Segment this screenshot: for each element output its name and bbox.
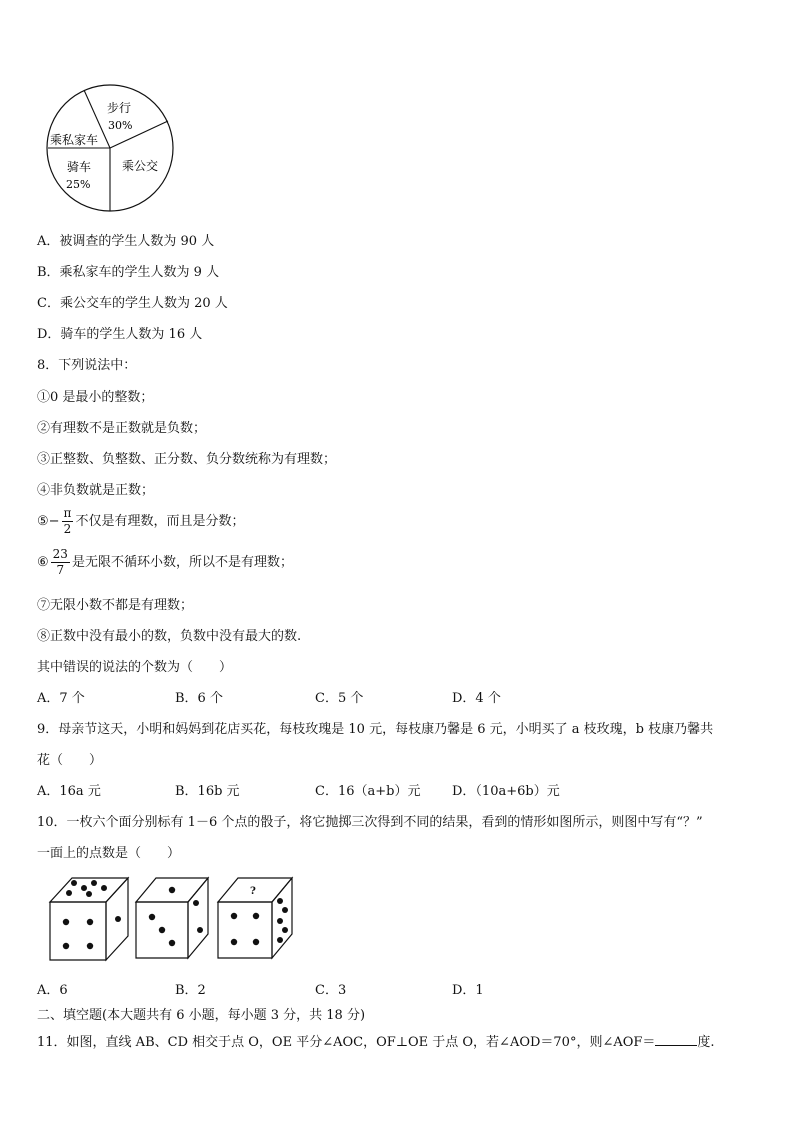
pip [277, 937, 283, 943]
q8-item-5 [37, 506, 244, 537]
die-2-side-face [188, 878, 208, 958]
q10-option-c: C．3 [315, 983, 347, 998]
q9-option-a: A．16a 元 [37, 784, 101, 799]
q10-option-b: B．2 [175, 983, 206, 998]
pip [231, 939, 237, 945]
pie-chart-figure [40, 84, 180, 216]
q10-stem-line-2: 一面上的点数是（ ） [37, 846, 181, 861]
q8-item-8: ⑧正数中没有最小的数，负数中没有最大的数. [37, 629, 302, 644]
pip [282, 927, 288, 933]
q8-item-6 [37, 547, 293, 578]
pip [231, 913, 237, 919]
pip [169, 887, 175, 893]
die-1-front-face [50, 902, 106, 960]
die-1-pips [63, 880, 121, 949]
fraction-denominator: 2 [63, 522, 72, 536]
q9-stem-line-2: 花（ ） [37, 753, 103, 768]
q11-stem [37, 1031, 715, 1050]
q8-item-5-prefix: ⑤− [37, 514, 60, 529]
fraction-numerator: π [63, 506, 72, 520]
pip [63, 943, 69, 949]
q7-option-c: C．乘公交车的学生人数为 20 人 [37, 296, 228, 311]
dice-figure [44, 872, 310, 968]
die-3-question-mark: ? [250, 886, 256, 897]
pip [115, 916, 121, 922]
pip [253, 913, 259, 919]
q8-stem: 8．下列说法中： [37, 358, 137, 373]
pie-pct-walk: 30% [108, 119, 133, 132]
q8-option-b: B．6 个 [175, 691, 223, 706]
pip [149, 914, 155, 920]
pie-pct-bike: 25% [66, 178, 91, 191]
pip [253, 939, 259, 945]
q11-text: 11．如图，直线 AB、CD 相交于点 O，OE 平分∠AOC，OF⊥OE 于点 O，若∠AOD＝70°，则∠AOF＝ [37, 1035, 656, 1050]
pip [101, 885, 107, 891]
q8-item-6-text: 是无限不循环小数，所以不是有理数； [71, 555, 293, 570]
q10-stem-line-1: 10．一枚六个面分别标有 1－6 个点的骰子，将它抛掷三次得到不同的结果，看到的情形如图所示，则图中写有“？” [37, 815, 703, 830]
pip [63, 919, 69, 925]
q8-item-5-text: 不仅是有理数，而且是分数； [75, 514, 245, 529]
pip [277, 898, 283, 904]
pie-label-walk: 步行 [107, 101, 132, 115]
die-3-front-face [218, 902, 272, 958]
q8-option-c: C．5 个 [315, 691, 364, 706]
pip [86, 891, 92, 897]
pip [87, 943, 93, 949]
fraction-denominator: 7 [56, 563, 65, 577]
pip [197, 927, 203, 933]
pie-label-bike: 骑车 [67, 160, 92, 174]
q8-item-2: ②有理数不是正数就是负数； [37, 421, 207, 436]
q8-item-7: ⑦无限小数不都是有理数； [37, 598, 194, 613]
q7-option-a: A．被调查的学生人数为 90 人 [37, 234, 215, 249]
pip [193, 900, 199, 906]
pip [159, 927, 165, 933]
pip [66, 890, 72, 896]
pip [91, 880, 97, 886]
q8-item-6-prefix: ⑥ [37, 555, 49, 570]
pip [282, 907, 288, 913]
section-heading-fill-in: 二、填空题(本大题共有 6 小题，每小题 3 分，共 18 分) [37, 1008, 366, 1023]
q7-option-d: D．骑车的学生人数为 16 人 [37, 327, 203, 342]
pie-label-bus: 乘公交 [122, 159, 159, 173]
pie-label-car: 乘私家车 [50, 133, 99, 147]
pip [87, 919, 93, 925]
q11-answer-blank [655, 1033, 697, 1046]
die-3-side-face [272, 878, 292, 958]
q9-option-c: C．16（a+b）元 [315, 784, 421, 799]
pip [277, 918, 283, 924]
q8-item-6-fraction [51, 547, 70, 578]
q8-option-d: D．4 个 [452, 691, 501, 706]
q9-option-d: D．（10a+6b）元 [452, 784, 560, 799]
q9-stem-line-1: 9．母亲节这天，小明和妈妈到花店买花，每枝玫瑰是 10 元，每枝康乃馨是 6 元，小明买了 a 枝玫瑰，b 枝康乃馨共 [37, 722, 714, 737]
fraction-numerator: 23 [52, 547, 68, 561]
q8-item-5-fraction [62, 506, 74, 537]
q8-question: 其中错误的说法的个数为（ ） [37, 660, 233, 675]
q10-option-a: A．6 [37, 983, 68, 998]
pip [169, 940, 175, 946]
pip [71, 880, 77, 886]
pip [81, 885, 87, 891]
q11-unit: 度. [697, 1035, 715, 1050]
q8-item-4: ④非负数就是正数； [37, 483, 155, 498]
q8-option-a: A．7 个 [37, 691, 85, 706]
die-3-pips [231, 898, 288, 945]
q8-item-3: ③正整数、负整数、正分数、负分数统称为有理数； [37, 452, 337, 467]
q10-option-d: D．1 [452, 983, 484, 998]
q7-option-b: B．乘私家车的学生人数为 9 人 [37, 265, 220, 280]
q9-option-b: B．16b 元 [175, 784, 240, 799]
die-2-pips [149, 887, 203, 946]
q8-item-1: ①0 是最小的整数； [37, 390, 154, 405]
